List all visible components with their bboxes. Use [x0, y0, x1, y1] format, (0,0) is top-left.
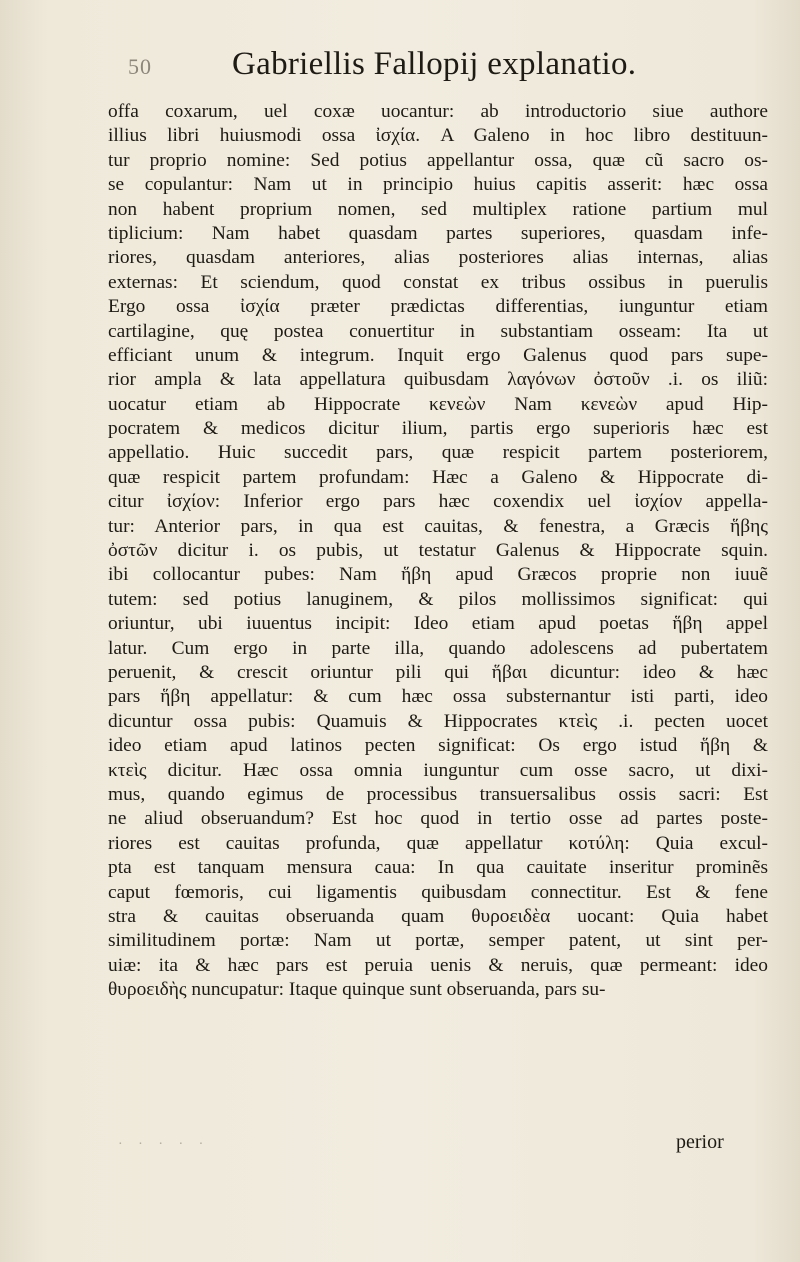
text-line: pars ἥβη appellatur: & cum hæc ossa substernantur isti parti, ideo: [108, 686, 768, 708]
text-line: se copulantur: Nam ut in principio huius capitis asserit: hæc ossa: [108, 174, 768, 196]
text-line: similitudinem portæ: Nam ut portæ, semper patent, ut sint per-: [108, 930, 768, 952]
text-line: riores est cauitas profunda, quæ appellatur κοτύλη: Quia excul-: [108, 832, 768, 854]
catchword: perior: [676, 1131, 724, 1153]
text-line: quæ respicit partem profundam: Hæc a Galeno & Hippocrate di-: [108, 466, 768, 488]
text-line: appellatio. Huic succedit pars, quæ respicit partem posteriorem,: [108, 442, 768, 464]
text-line: pocratem & medicos dicitur ilium, partis ergo superioris hæc est: [108, 418, 768, 440]
text-line: illius libri huiusmodi ossa ἰσχία. A Galeno in hoc libro destituun-: [108, 125, 768, 147]
text-line: externas: Et sciendum, quod constat ex tribus ossibus in puerulis: [108, 271, 768, 293]
text-line: cartilagine, quę postea conuertitur in substantiam osseam: Ita ut: [108, 320, 768, 342]
text-line: non habent proprium nomen, sed multiplex ratione partium mul: [108, 198, 768, 220]
text-line: offa coxarum, uel coxæ uocantur: ab introductorio siue authore: [108, 101, 768, 122]
page-header: [0, 42, 800, 92]
text-line: stra & cauitas obseruanda quam θυροειδὲα uocant: Quia habet: [108, 905, 768, 927]
text-line: θυροειδὴς nuncupatur: Itaque quinque sunt obseruanda, pars su-: [108, 979, 606, 1001]
text-line: tur proprio nomine: Sed potius appellantur ossa, quæ cũ sacro os-: [108, 149, 768, 171]
text-line: ideo etiam apud latinos pecten significat: Os ergo istud ἥβη &: [108, 735, 768, 757]
text-line: latur. Cum ergo in parte illa, quando adolescens ad pubertatem: [108, 637, 768, 659]
text-line: peruenit, & crescit oriuntur pili qui ἥβαι dicuntur: ideo & hæc: [108, 661, 768, 683]
running-head: Gabriellis Fallopij explanatio.: [232, 46, 637, 82]
body-text: [108, 100, 768, 1002]
text-line: uocatur etiam ab Hippocrate κενεὼν Nam κενεὼν apud Hip-: [108, 393, 768, 415]
text-line: dicuntur ossa pubis: Quamuis & Hippocrates κτεὶς .i. pecten uocet: [108, 710, 768, 732]
text-line: oriuntur, ubi iuuentus incipit: Ideo etiam apud poetas ἥβη appel: [108, 613, 768, 635]
text-line: tutem: sed potius lanuginem, & pilos mollissimos significat: qui: [108, 588, 768, 610]
text-line: tiplicium: Nam habet quasdam partes superiores, quasdam infe-: [108, 222, 768, 244]
folio-number: 50: [128, 54, 152, 79]
text-line: efficiant unum & integrum. Inquit ergo Galenus quod pars supe-: [108, 344, 768, 366]
text-line: ne aliud obseruandum? Est hoc quod in tertio osse ad partes poste-: [108, 808, 768, 830]
text-line: pta est tanquam mensura caua: In qua cauitate inseritur prominẽs: [108, 857, 768, 879]
text-line: rior ampla & lata appellatura quibusdam λαγόνων ὀστοῦν .i. os iliũ:: [108, 369, 768, 391]
text-line: Ergo ossa ἰσχία præter prædictas differentias, iunguntur etiam: [108, 296, 768, 318]
text-line: tur: Anterior pars, in qua est cauitas, & fenestra, a Græcis ἥβης: [108, 515, 768, 537]
text-line: uiæ: ita & hæc pars est peruia uenis & neruis, quæ permeant: ideo: [108, 954, 768, 976]
text-line: mus, quando egimus de processibus transuersalibus ossis sacri: Est: [108, 783, 768, 805]
text-line: citur ἰσχίον: Inferior ergo pars hæc coxendix uel ἰσχίον appella-: [108, 491, 768, 513]
bleed-through-marks: · · · · ·: [118, 1137, 210, 1152]
text-line: ibi collocantur pubes: Nam ἥβη apud Græcos proprie non iuuẽ: [108, 564, 768, 586]
text-line: ὀστῶν dicitur i. os pubis, ut testatur Galenus & Hippocrate squin.: [108, 540, 768, 562]
text-line: riores, quasdam anteriores, alias posteriores alias internas, alias: [108, 247, 768, 269]
text-line: caput fœmoris, cui ligamentis quibusdam connectitur. Est & fene: [108, 881, 768, 903]
text-line: κτεὶς dicitur. Hæc ossa omnia iunguntur cum osse sacro, ut dixi-: [108, 759, 768, 781]
